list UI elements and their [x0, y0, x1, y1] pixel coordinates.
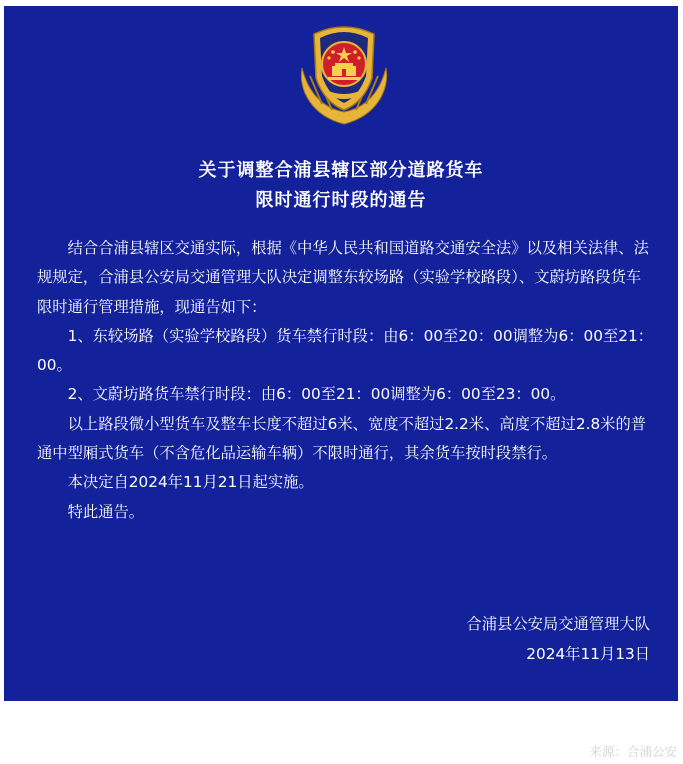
- paragraph-exemption: 以上路段微小型货车及整车长度不超过6米、宽度不超过2.2米、高度不超过2.8米的普通中型厢式货车（不含危化品运输车辆）不限时通行，其余货车按时段禁行。: [37, 414, 647, 463]
- paragraph-closing: 特此通告。: [67, 502, 145, 521]
- paragraph-item-2: 2、文蔚坊路货车禁行时段：由6：00至21：00调整为6：00至23：00。: [67, 385, 566, 404]
- notice-title-line-1: 关于调整合浦县辖区部分道路货车: [198, 160, 484, 181]
- issuer-signature: 合浦县公安局交通管理大队: [466, 615, 650, 633]
- police-emblem-icon: [292, 20, 396, 128]
- notice-panel: [4, 6, 678, 701]
- notice-title-line-2: 限时通行时段的通告: [255, 190, 427, 211]
- paragraph-item-1: 1、东较场路（实验学校路段）货车禁行时段：由6：00至20：00调整为6：00至21：00。: [37, 326, 654, 375]
- source-credit: 来源：合浦公安: [589, 744, 677, 759]
- paragraph-effective-date: 本决定自2024年11月21日起实施。: [67, 473, 314, 492]
- notice-body: [37, 234, 655, 527]
- issue-date: 2024年11月13日: [526, 645, 650, 663]
- paragraph-intro: 结合合浦县辖区交通实际，根据《中华人民共和国道路交通安全法》以及相关法律、法规规定，合浦县公安局交通管理大队决定调整东较场路（实验学校路段）、文蔚坊路段货车限时通行管理措施，现通告如下：: [37, 239, 649, 316]
